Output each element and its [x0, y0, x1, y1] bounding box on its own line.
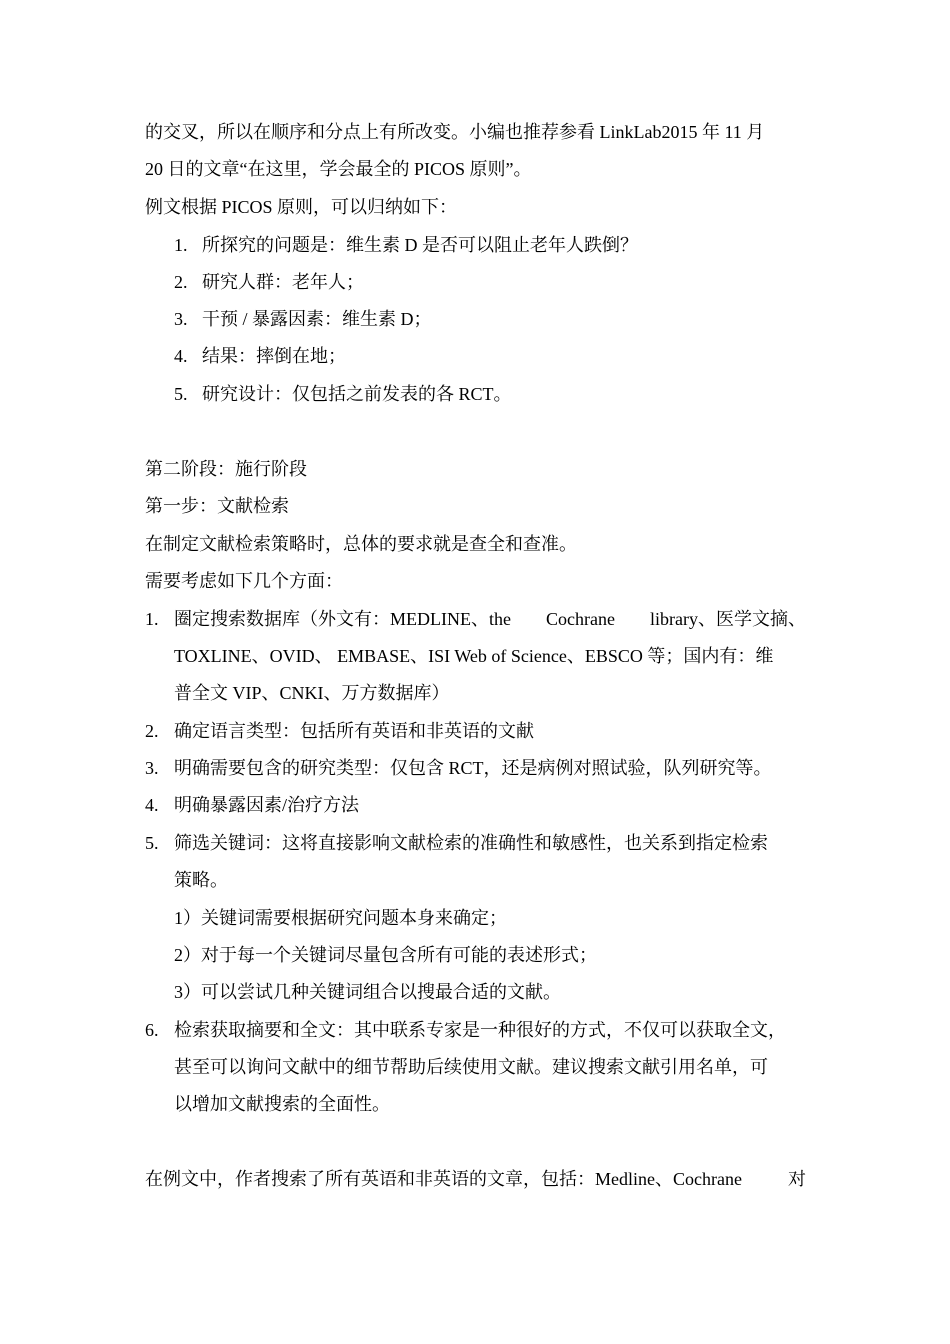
- aspect-5-sub-1: 1）关键词需要根据研究问题本身来确定；: [174, 908, 507, 928]
- picos-item-3-number: 3.: [174, 309, 188, 329]
- picos-item-3-text: 干预 / 暴露因素：维生素 D；: [202, 309, 432, 329]
- intro-line-3: 例文根据 PICOS 原则，可以归纳如下：: [145, 197, 458, 217]
- stage-heading: 第二阶段：施行阶段: [145, 459, 307, 479]
- aspect-5-sub-2: 2）对于每一个关键词尽量包含所有可能的表述形式；: [174, 945, 597, 965]
- aspect-5-line-2: 策略。: [174, 870, 228, 890]
- picos-item-4-number: 4.: [174, 346, 188, 366]
- aspect-6-line-3: 以增加文献搜索的全面性。: [174, 1094, 390, 1114]
- aspect-2-text: 确定语言类型：包括所有英语和非英语的文献: [174, 721, 534, 741]
- picos-item-1-text: 所探究的问题是：维生素 D 是否可以阻止老年人跌倒？: [202, 235, 638, 255]
- stage-paragraph-1: 在制定文献检索策略时，总体的要求就是查全和查准。: [145, 534, 577, 554]
- intro-line-1: 的交叉，所以在顺序和分点上有所改变。小编也推荐参看 LinkLab2015 年 11 月: [145, 122, 765, 142]
- closing-line-part-1: 在例文中，作者搜索了所有英语和非英语的文章，包括：Medline、Cochrane: [145, 1169, 742, 1189]
- picos-item-4-text: 结果：摔倒在地；: [202, 346, 346, 366]
- aspect-5-number: 5.: [145, 833, 159, 853]
- stage-paragraph-2: 需要考虑如下几个方面：: [145, 571, 343, 591]
- aspect-3-number: 3.: [145, 758, 159, 778]
- aspect-1-line-1-part-1: 圈定搜索数据库（外文有：MEDLINE、the: [174, 609, 511, 629]
- aspect-6-line-2: 甚至可以询问文献中的细节帮助后续使用文献。建议搜索文献引用名单，可: [174, 1057, 768, 1077]
- picos-item-2-text: 研究人群：老年人；: [202, 272, 364, 292]
- aspect-6-number: 6.: [145, 1020, 159, 1040]
- aspect-1-line-2: TOXLINE、OVID、 EMBASE、ISI Web of Science、EBSCO 等；国内有：维: [174, 646, 774, 666]
- aspect-4-text: 明确暴露因素/治疗方法: [174, 795, 359, 815]
- aspect-4-number: 4.: [145, 795, 159, 815]
- aspect-1-line-1: [174, 607, 806, 631]
- aspect-1-line-1-part-2: Cochrane: [546, 609, 615, 629]
- closing-line-part-2: 对: [788, 1169, 806, 1189]
- picos-item-5-text: 研究设计：仅包括之前发表的各 RCT。: [202, 384, 512, 404]
- picos-item-5-number: 5.: [174, 384, 188, 404]
- picos-item-1-number: 1.: [174, 235, 188, 255]
- intro-line-2: 20 日的文章“在这里，学会最全的 PICOS 原则”。: [145, 159, 532, 179]
- aspect-5-line-1: 筛选关键词：这将直接影响文献检索的准确性和敏感性，也关系到指定检索: [174, 833, 768, 853]
- aspect-2-number: 2.: [145, 721, 159, 741]
- aspect-3-text: 明确需要包含的研究类型：仅包含 RCT，还是病例对照试验，队列研究等。: [174, 758, 772, 778]
- picos-item-2-number: 2.: [174, 272, 188, 292]
- aspect-5-sub-3: 3）可以尝试几种关键词组合以搜最合适的文献。: [174, 982, 561, 1002]
- aspect-6-line-1: 检索获取摘要和全文：其中联系专家是一种很好的方式，不仅可以获取全文，: [174, 1020, 786, 1040]
- step-heading: 第一步：文献检索: [145, 496, 289, 516]
- closing-paragraph-line: [145, 1167, 806, 1191]
- aspect-1-line-3: 普全文 VIP、CNKI、万方数据库）: [174, 683, 450, 703]
- aspect-1-number: 1.: [145, 609, 159, 629]
- aspect-1-line-1-part-3: library、医学文摘、: [650, 609, 806, 629]
